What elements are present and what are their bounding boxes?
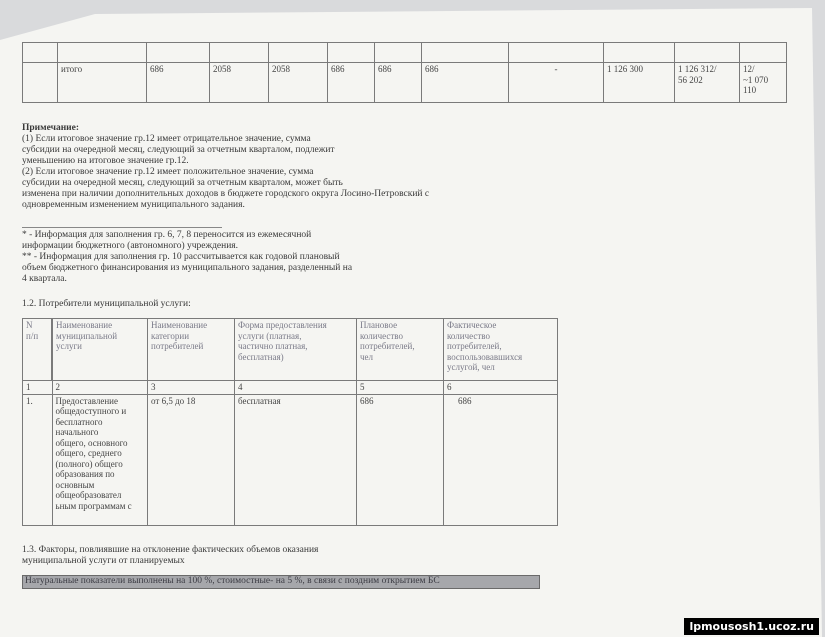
summary-cell: 12/ ~1 070 110 [740,63,787,103]
summary-cell: 686 [422,63,509,103]
note-line: субсидии на очередной месяц, следующий за отчетным кварталом, подлежит [22,145,335,155]
table-cell: 1. [23,394,53,526]
table-cell: от 6,5 до 18 [148,394,235,526]
column-header: Наименование муниципальной услуги [52,319,148,381]
note-line: субсидии на очередной месяц, следующий за отчетным кварталом, может быть [22,178,343,188]
column-header: Фактическое количество потребителей, воспользовавшихся услугой, чел [444,319,558,381]
column-number: 4 [235,381,357,395]
consumers-table [22,318,558,526]
note-line: (1) Если итоговое значение гр.12 имеет отрицательное значение, сумма [22,134,311,144]
section-title: 1.2. Потребители муниципальной услуги: [22,299,191,309]
column-header: Плановое количество потребителей, чел [357,319,444,381]
footnote-line: объем бюджетного финансирования из муниципального задания, разделенный на [22,263,353,273]
summary-cell: 1 126 300 [604,63,675,103]
note-line: изменена при наличии дополнительных доходов в бюджете городского округа Лосино-Петровский с [22,189,430,199]
footnote-line: ** - Информация для заполнения гр. 10 рассчитывается как годовой плановый [22,252,340,262]
summary-cell: 2058 [269,63,328,103]
notes-heading: Примечание: [22,123,80,133]
footnote-line: информации бюджетного (автономного) учреждения. [22,241,239,251]
column-number: 3 [148,381,235,395]
summary-cell: итого [58,63,147,103]
table-cell: 686 [357,394,444,526]
summary-cell: - [509,63,604,103]
column-header: Наименование категории потребителей [148,319,235,381]
footnote-line: * - Информация для заполнения гр. 6, 7, 8 переносится из ежемесячной [22,230,312,240]
column-number: 5 [357,381,444,395]
footnote-line: 4 квартала. [22,274,67,284]
column-header: N п/п [23,319,53,381]
highlighted-text: Натуральные показатели выполнены на 100 %, стоимостные- на 5 %, в связи с поздним открытием БС [25,576,440,586]
note-line: одновременным изменением муниципального задания. [22,200,245,210]
column-number: 2 [52,381,148,395]
footnote-divider [22,227,222,228]
table-cell: Предоставление общедоступного и бесплатного начального общего, основного общего, среднего (полного) общего образования по основным общеобразовател ьным программам с [52,394,148,526]
summary-cell: 686 [147,63,210,103]
column-number: 6 [444,381,558,395]
note-line: (2) Если итоговое значение гр.12 имеет положительное значение, сумма [22,167,314,177]
summary-cell: 1 126 312/ 56 202 [675,63,740,103]
summary-cell: 686 [328,63,375,103]
section-subtitle: муниципальной услуги от планируемых [22,556,185,566]
column-number: 1 [23,381,53,395]
summary-table [22,42,787,103]
column-header: Форма предоставления услуги (платная, частично платная, бесплатная) [235,319,357,381]
watermark-label: lpmousosh1.ucoz.ru [684,618,819,635]
table-cell: бесплатная [235,394,357,526]
note-line: уменьшению на итоговое значение гр.12. [22,156,189,166]
table-cell: 686 [444,394,558,526]
section-title: 1.3. Факторы, повлиявшие на отклонение фактических объемов оказания [22,545,319,555]
summary-cell: 686 [375,63,422,103]
summary-cell: 2058 [210,63,269,103]
